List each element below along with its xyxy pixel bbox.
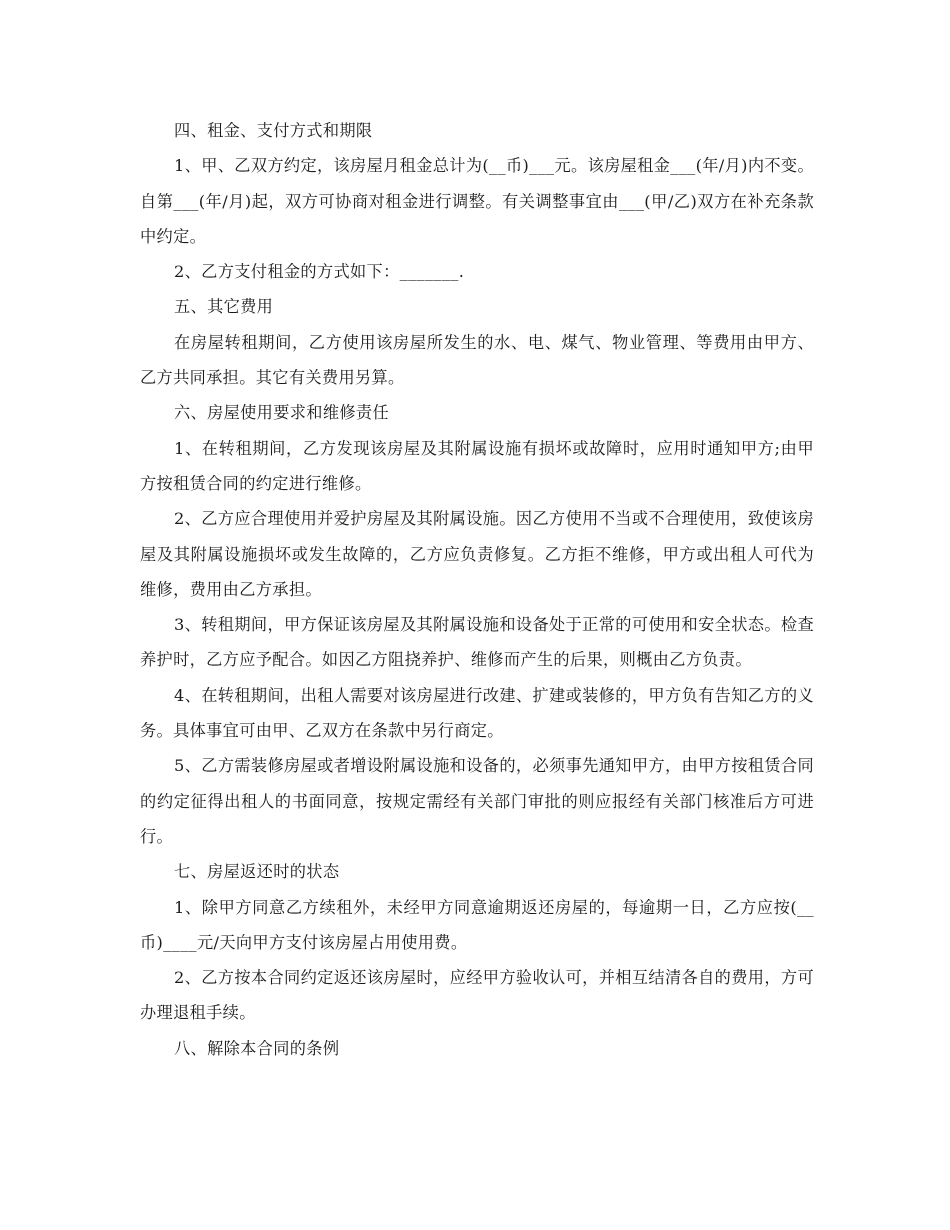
clause-overdue-return: 1、除甲方同意乙方续租外，未经甲方同意逾期返还房屋的，每逾期一日，乙方应按(__币)____元/天向甲方支付该房屋占用使用费。 bbox=[140, 897, 814, 952]
clause-renovation-by-lessor: 4、在转租期间，出租人需要对该房屋进行改建、扩建或装修的，甲方负有告知乙方的义务。具体事宜可由甲、乙双方在条款中另行商定。 bbox=[140, 685, 814, 741]
clause-rent-amount: 1、甲、乙双方约定，该房屋月租金总计为(__币)___元。该房屋租金___(年/月)内不变。自第___(年/月)起，双方可协商对租金进行调整。有关调整事宜由___(甲/乙)双方在补充条款中约定。 bbox=[140, 156, 814, 246]
document-body bbox=[140, 113, 814, 1066]
clause-proper-use: 2、乙方应合理使用并爱护房屋及其附属设施。因乙方使用不当或不合理使用，致使该房屋及其附属设施损坏或发生故障的，乙方应负责修复。乙方拒不维修，甲方或出租人可代为维修，费用由乙方承担。 bbox=[140, 509, 814, 599]
section-heading-usage-maintenance: 六、房屋使用要求和维修责任 bbox=[174, 403, 389, 423]
section-heading-rent-payment: 四、租金、支付方式和期限 bbox=[174, 121, 373, 140]
section-heading-termination: 八、解除本合同的条例 bbox=[174, 1038, 340, 1058]
clause-other-fees: 在房屋转租期间，乙方使用该房屋所发生的水、电、煤气、物业管理、等费用由甲方、乙方共同承担。其它有关费用另算。 bbox=[140, 332, 814, 388]
clause-return-inspection: 2、乙方按本合同约定返还该房屋时，应经甲方验收认可，并相互结清各自的费用，方可办理退租手续。 bbox=[140, 968, 814, 1023]
section-heading-return-state: 七、房屋返还时的状态 bbox=[174, 862, 340, 882]
clause-payment-method: 2、乙方支付租金的方式如下：_______. bbox=[174, 262, 465, 282]
clause-safe-condition: 3、转租期间，甲方保证该房屋及其附属设施和设备处于正常的可使用和安全状态。检查养护时，乙方应予配合。如因乙方阻挠养护、维修而产生的后果，则概由乙方负责。 bbox=[140, 615, 814, 670]
section-heading-other-fees: 五、其它费用 bbox=[174, 297, 274, 317]
clause-maintenance-notice: 1、在转租期间，乙方发现该房屋及其附属设施有损坏或故障时，应用时通知甲方;由甲方按租赁合同的约定进行维修。 bbox=[140, 438, 814, 493]
clause-renovation-by-tenant: 5、乙方需装修房屋或者增设附属设施和设备的，必须事先通知甲方，由甲方按租赁合同的约定征得出租人的书面同意，按规定需经有关部门审批的则应报经有关部门核准后方可进行。 bbox=[140, 756, 814, 846]
